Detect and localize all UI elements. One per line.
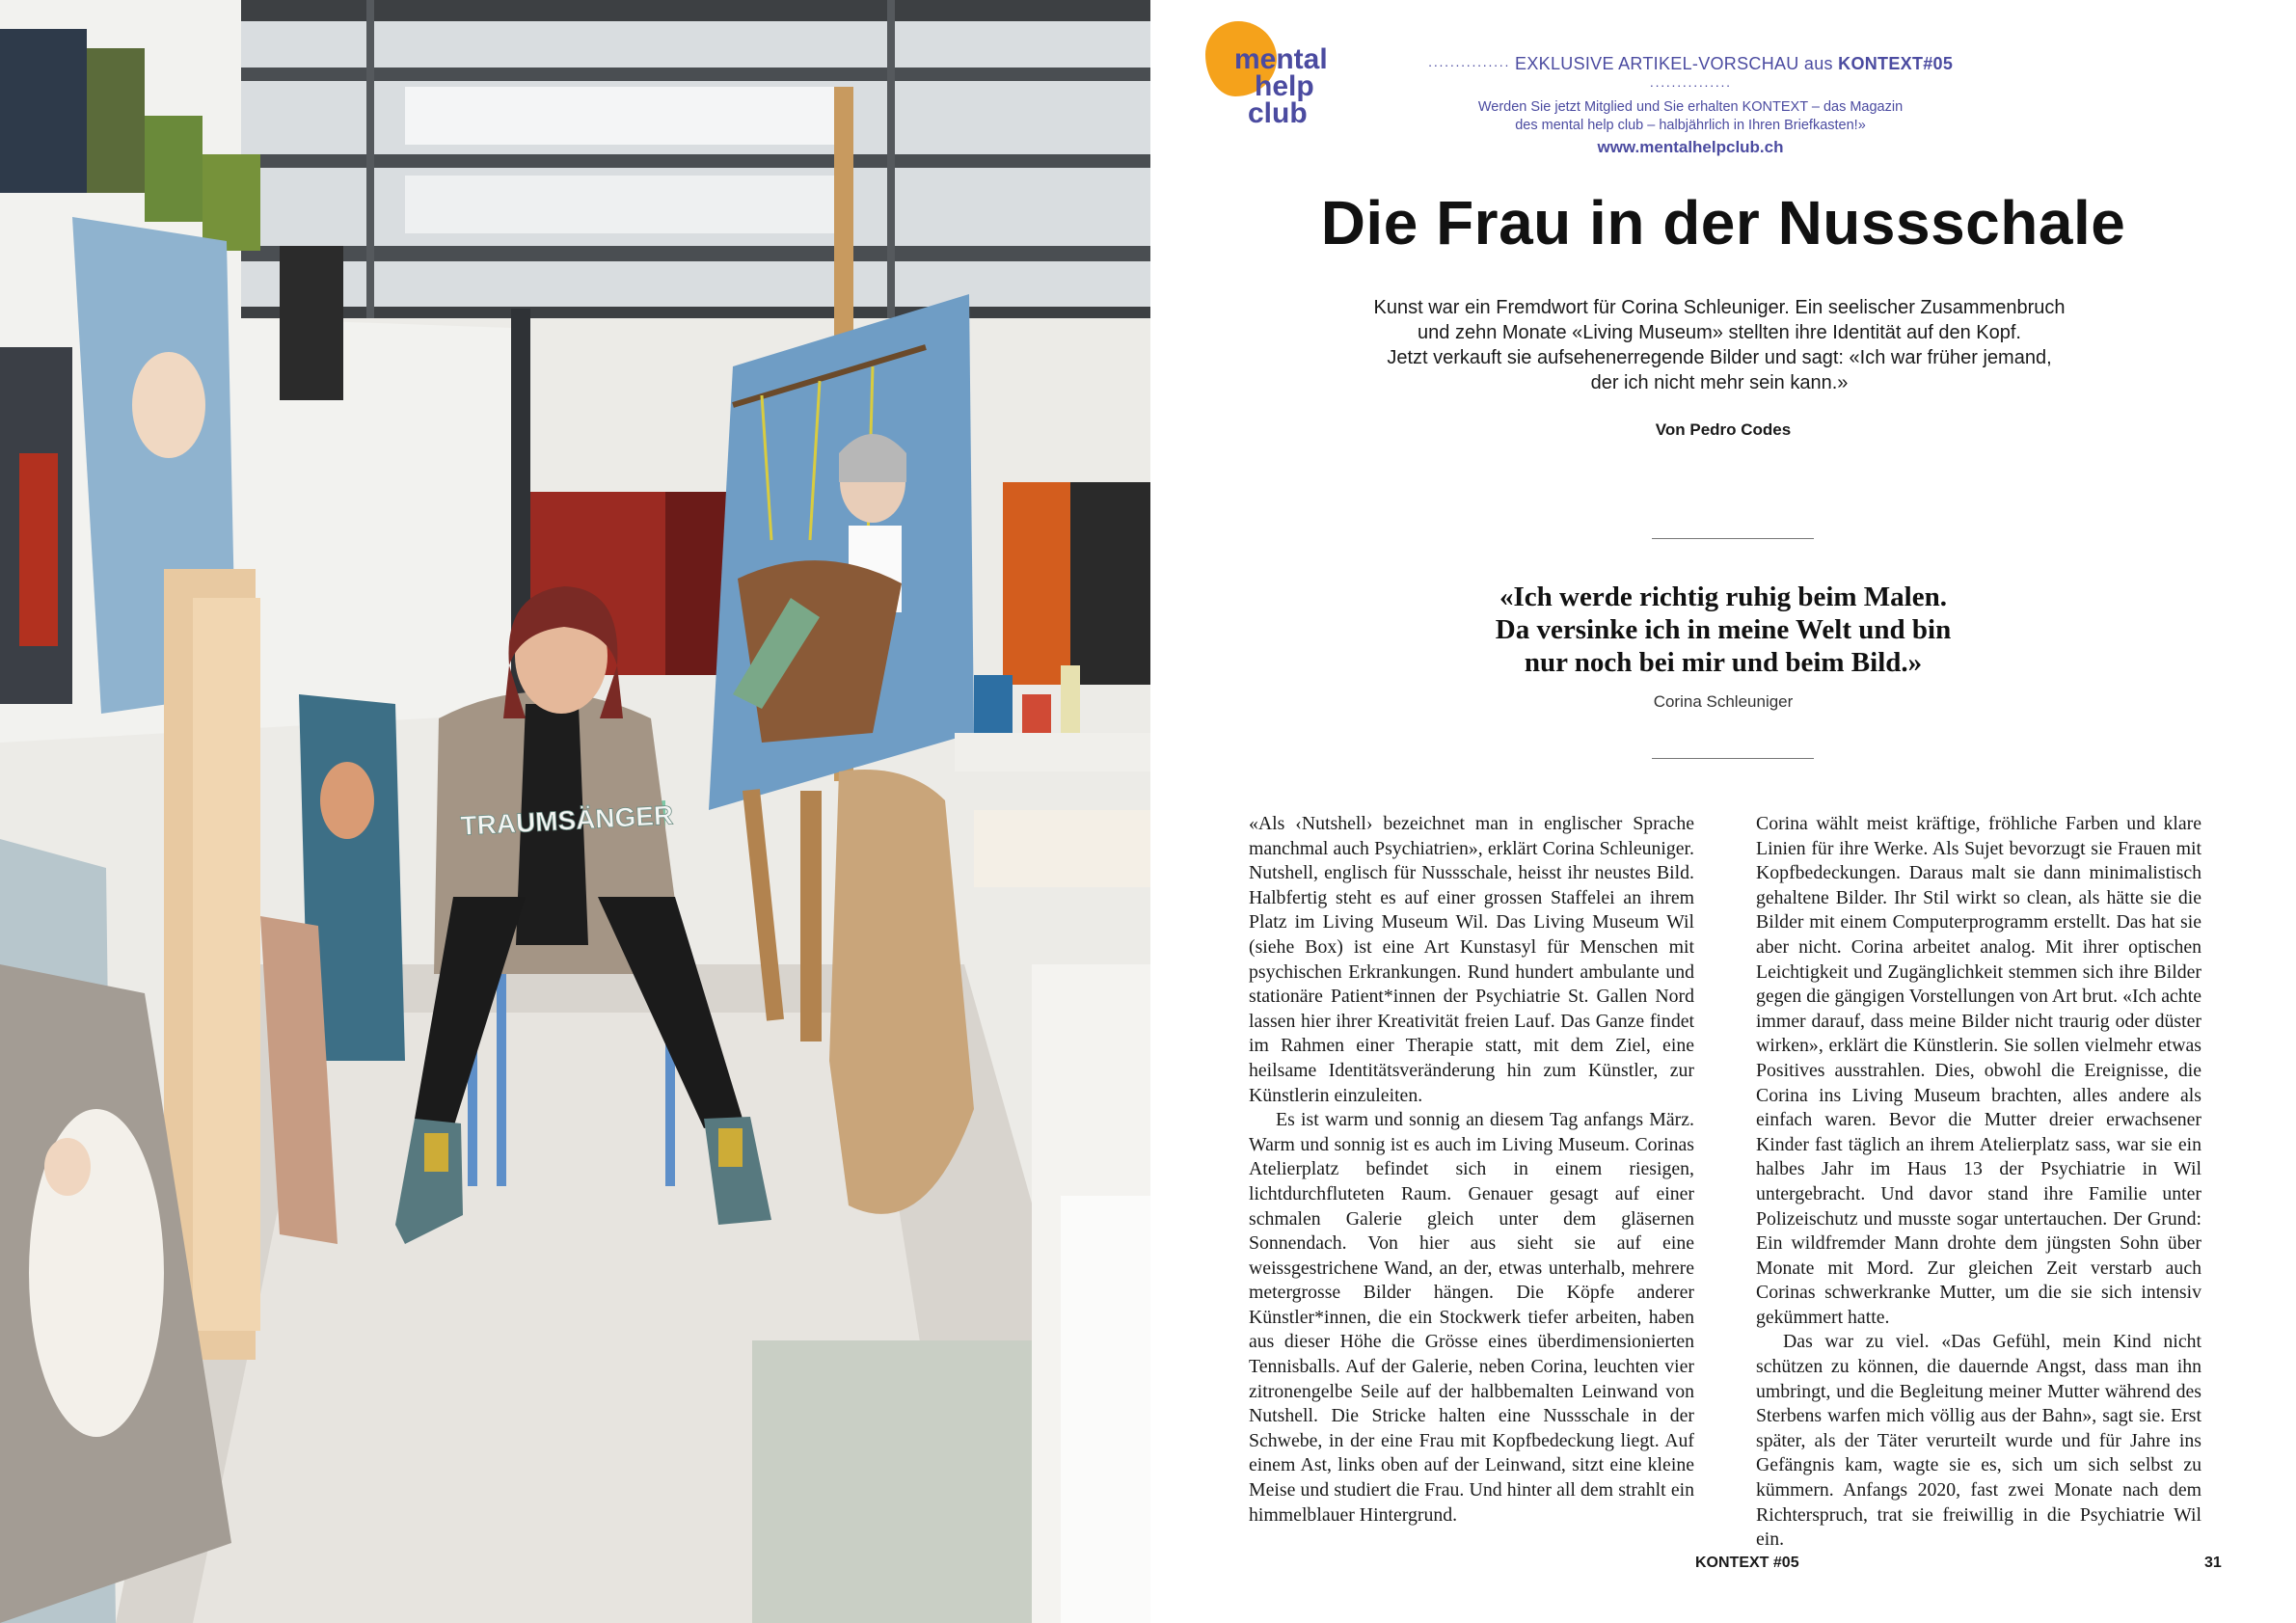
quote-line: Da versinke ich in meine Welt und bin (1495, 614, 1952, 645)
dot-leader-right: ··············· (1649, 77, 1732, 93)
page-number: 31 (2204, 1555, 2222, 1571)
club-url-link[interactable]: www.mentalhelpclub.ch (1597, 138, 1784, 156)
preview-header (1420, 54, 1960, 157)
footer-magazine: KONTEXT #05 (1695, 1555, 1799, 1571)
byline: Von Pedro Codes (1655, 420, 1792, 439)
logo-word-help: help (1255, 70, 1314, 102)
promo-line-1: Werden Sie jetzt Mitglied und Sie erhalten KONTEXT – das Magazin (1477, 99, 1904, 115)
mental-help-club-logo (1205, 17, 1340, 133)
article-column-left (1249, 812, 1694, 1528)
glass-roof (241, 0, 1150, 318)
lead-line: Jetzt verkauft sie aufsehenerregende Bilder und sagt: «Ich war früher jemand, (1387, 347, 2052, 368)
pull-quote (1343, 581, 2103, 679)
preview-prefix: EXKLUSIVE ARTIKEL-VORSCHAU aus (1515, 54, 1839, 73)
divider-top (1652, 538, 1814, 539)
paragraph: Das war zu viel. «Das Gefühl, mein Kind nicht schützen zu können, die dauernde Angst, dass man ihn umbringt, und die Begleitung meiner Mutter während des Sterbens warfen mich völlig aus der Bahn», sagt sie. Erst später, als der Täter verurteilt wurde und für Jahre ins Gefängnis kam, wagte sie es, sich um sich selbst zu kümmern. Anfangs 2020, fast zwei Monate nach dem Richterspruch, trat sie freiwillig in die Psychiatrie Wil ein. (1756, 1331, 2201, 1551)
promo-text (1420, 98, 1960, 135)
lead-line: und zehn Monate «Living Museum» stellten ihre Identität auf den Kopf. (1418, 322, 2021, 343)
paragraph: Corina wählt meist kräftige, fröhliche Farben und klare Linien für ihre Werke. Als Sujet bevorzugt sie Frauen mit Kopfbedeckungen. Daraus malt sie dann minimalistisch gehaltene Bilder. Ihr Stil wirkt so clean, als hätte sie die Bilder mit einem Computerprogramm erstellt. Das hat sie aber nicht. Corina arbeitet analog. Mit ihrer optischen Leichtigkeit und Zugänglichkeit stemmen sich ihre Bilder gegen die gängigen Vorstellungen von Art brut. «Ich achte immer darauf, dass meine Bilder nicht traurig oder düster wirken», erklärt die Künstlerin. Sie sollen vielmehr etwas Positives ausstrahlen. Dies, obwohl die Ereignisse, die Corina ins Living Museum brachten, alles andere als einfach waren. Bevor die Mutter dreier erwachsener Kinder fast täglich an ihrem Atelierplatz sass, war sie ein halbes Jahr im Haus 13 der Psychiatrie in Wil untergebracht. Und davor stand ihre Familie unter Polizeischutz und musste sogar untertauchen. Der Grund: Ein wildfremder Mann drohte dem jüngsten Sohn über Monate mit Mord. Zur gleichen Zeit verstarb auch Corinas schwerkranke Mutter, um die sie sich intensiv gekümmert hatte. (1756, 813, 2201, 1328)
lead-line: der ich nicht mehr sein kann.» (1590, 372, 1849, 393)
paragraph: «Als ‹Nutshell› bezeichnet man in englischer Sprache manchmal auch Psychiatrien», erklärt Corina Schleuniger. Nutshell, englisch für Nussschale, heisst ihr neustes Bild. Halbfertig steht es auf einer grossen Staffelei an ihrem Platz im Living Museum Wil. Das Living Museum Wil (siehe Box) ist eine Art Kunstasyl für Menschen mit psychischen Erkrankungen. Rund hundert ambulante und stationäre Patient*innen der Psychiatrie St. Gallen Nord lassen hier ihrer Kreativität freien Lauf. Das Ganze findet im Rahmen einer Therapie statt, mit dem Ziel, eine heilsame Identitätsveränderung hin zum Künstler, zur Künstlerin einzuleiten. (1249, 813, 1694, 1106)
dot-leader-left: ··············· (1427, 57, 1510, 72)
preview-label (1420, 54, 1960, 95)
article-title: Die Frau in der Nussschale (1320, 188, 2126, 257)
divider-bottom (1652, 758, 1814, 759)
article-column-right (1756, 812, 2201, 1553)
quote-line: «Ich werde richtig ruhig beim Malen. (1499, 582, 1947, 612)
preview-magazine: KONTEXT#05 (1838, 54, 1954, 73)
lead-line: Kunst war ein Fremdwort für Corina Schleuniger. Ein seelischer Zusammenbruch (1373, 297, 2066, 318)
quote-author: Corina Schleuniger (1653, 692, 1794, 711)
article-lead (1343, 295, 2095, 395)
promo-line-2: des mental help club – halbjährlich in Ihren Briefkasten!» (1515, 118, 1866, 133)
logo-word-club: club (1248, 97, 1308, 129)
paragraph: Es ist warm und sonnig an diesem Tag anfangs März. Warm und sonnig ist es auch im Living Museum. Corinas Atelierplatz befindet sich in einem riesigen, lichtdurchfluteten Raum. Genauer gesagt auf einer schmalen Galerie gleich unter dem gläsernen Sonnendach. Von hier aus sieht sie auf eine weissgestrichene Wand, an der, etwas unterhalb, mehrere metergrosse Bilder hängen. Die Köpfe anderer Künstler*innen, die ein Stockwerk tiefer arbeiten, haben aus dieser Höhe die Grösse eines überdimensionierten Tennisballs. Auf der Galerie, neben Corina, leuchten vier zitronengelbe Seile auf der halbbemalten Leinwand von Nutshell. Die Stricke halten eine Nussschale in der Schwebe, in der eine Frau mit Kopfbedeckung liegt. Auf einem Ast, links oben auf der Leinwand, sitzt eine kleine Meise und studiert die Frau. Und hinter all dem strahlt ein himmelblauer Hintergrund. (1249, 1109, 1694, 1526)
article-page (1150, 0, 2296, 1623)
chair-lettering: TRAUMSÄNGER (459, 799, 674, 841)
logo-word-mental: mental (1234, 43, 1328, 75)
quote-line: nur noch bei mir und beim Bild.» (1524, 647, 1923, 678)
